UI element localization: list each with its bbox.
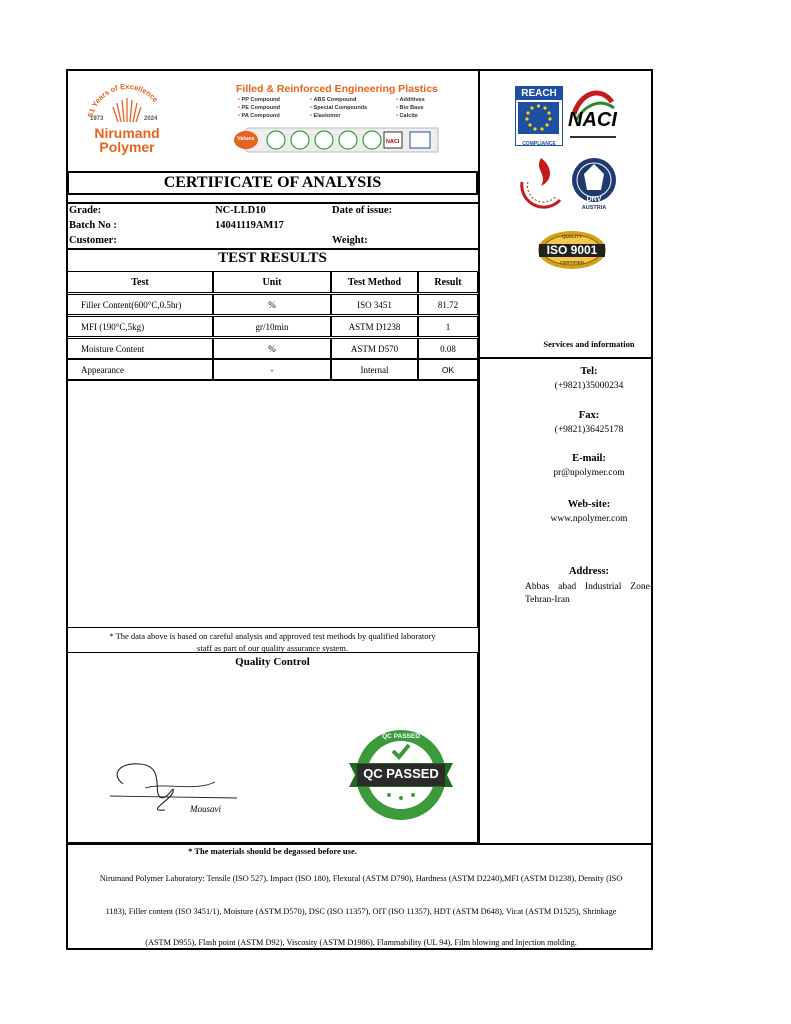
values-bar bbox=[232, 125, 442, 155]
qc-stamp-ring-text: QC PASSED bbox=[382, 733, 420, 740]
logo-name-line1: Nirumand bbox=[94, 125, 160, 141]
degas-note: * The materials should be degassed before use. bbox=[188, 846, 357, 856]
table-cell-method: ISO 3451 bbox=[331, 294, 418, 315]
iso-text: ISO 9001 bbox=[546, 243, 598, 257]
dnv-text: DNV bbox=[586, 196, 602, 203]
banner-item: Additives bbox=[399, 97, 425, 103]
naci-logo bbox=[566, 84, 618, 146]
weight-label: Weight: bbox=[332, 235, 368, 246]
data-note-line1: * The data above is based on careful analysis and approved test methods by qualified laboratory bbox=[109, 631, 436, 641]
details-top-line bbox=[67, 202, 478, 204]
data-note-line2: staff as part of our quality assurance system. bbox=[197, 643, 348, 653]
tel-label: Tel: bbox=[580, 366, 598, 377]
fax-label: Fax: bbox=[578, 410, 600, 421]
eu-stars-icon bbox=[516, 100, 561, 136]
date-label: Date of issue: bbox=[332, 205, 393, 216]
table-cell-method: Internal bbox=[331, 359, 418, 380]
data-note bbox=[67, 630, 478, 654]
table-cell-method: ASTM D570 bbox=[331, 338, 418, 359]
naci-text: NACI bbox=[568, 109, 617, 131]
logo-ring-text: 51 Years of Excellence bbox=[85, 84, 161, 118]
qc-stamp-text: QC PASSED bbox=[363, 766, 439, 781]
table-cell-test: Filler Content(600°C,0.5hr) bbox=[67, 294, 213, 315]
table-cell-result: 1 bbox=[418, 316, 478, 337]
header-unit: Unit bbox=[213, 271, 331, 293]
banner-item: Bio Base bbox=[399, 105, 424, 111]
logo-name-line2: Polymer bbox=[99, 139, 155, 155]
header-result: Result bbox=[418, 271, 478, 293]
table-cell-unit: - bbox=[213, 359, 331, 380]
table-cell-method: ASTM D1238 bbox=[331, 316, 418, 337]
logo-year-end: 2024 bbox=[144, 116, 158, 122]
award-badge bbox=[514, 152, 568, 214]
dnv-subtext: AUSTRIA bbox=[581, 205, 607, 211]
lab-line-2: 1183), Filler content (ISO 3451/1), Moisture (ASTM D570), DSC (ISO 11357), OIT (ISO 11357), HDT (ASTM D648), Vicat (ASTM D1525), Shrinkage bbox=[105, 907, 617, 916]
grade-value: NC-LLD10 bbox=[215, 205, 266, 216]
header-test: Test bbox=[67, 271, 213, 293]
header-method: Test Method bbox=[331, 271, 418, 293]
table-cell-result: 81.72 bbox=[418, 294, 478, 315]
column-divider bbox=[478, 69, 480, 844]
banner-item: PE Compound bbox=[241, 105, 281, 111]
banner-item: PP Compound bbox=[241, 97, 280, 103]
nirumand-logo bbox=[84, 84, 170, 158]
dnv-logo bbox=[570, 152, 618, 218]
table-cell-result: OK bbox=[418, 359, 478, 380]
address-value: Abbas abad Industrial Zone-Tehran-Iran bbox=[525, 582, 653, 605]
batch-value: 14041119AM17 bbox=[215, 220, 284, 231]
reach-subtitle: COMPLIANCE bbox=[522, 141, 556, 147]
iso-badge bbox=[537, 230, 607, 270]
address-label: Address: bbox=[568, 566, 610, 577]
svg-text:NACI: NACI bbox=[386, 139, 400, 145]
table-cell-result: 0.08 bbox=[418, 338, 478, 359]
iso-bottom-text: CERTIFIED bbox=[560, 260, 584, 265]
email-label: E-mail: bbox=[572, 453, 606, 464]
grade-label: Grade: bbox=[69, 205, 102, 216]
services-divider bbox=[478, 357, 653, 359]
footer-divider bbox=[67, 843, 653, 845]
lab-line-3: (ASTM D955), Flash point (ASTM D92), Viscosity (ASTM D1986), Flammability (UL 94), Film blowing and Injection molding. bbox=[145, 938, 577, 947]
table-cell-unit: gr/10min bbox=[213, 316, 331, 337]
signature-name: Mousavi bbox=[190, 804, 221, 814]
results-title: TEST RESULTS bbox=[218, 250, 327, 266]
batch-label: Batch No : bbox=[69, 220, 117, 231]
flame-award-icon bbox=[514, 152, 568, 214]
table-cell-unit: % bbox=[213, 294, 331, 315]
tel-value: (+9821)35000234 bbox=[554, 381, 624, 391]
website-label: Web-site: bbox=[567, 499, 611, 510]
table-cell-test: MFI (190°C,5kg) bbox=[67, 316, 213, 337]
qc-passed-stamp bbox=[347, 727, 455, 823]
banner-title: Filled & Reinforced Engineering Plastics bbox=[236, 83, 438, 95]
banner-item: Special Compounds bbox=[313, 105, 368, 111]
table-cell-test: Moisture Content bbox=[67, 338, 213, 359]
banner-item: PA Compound bbox=[241, 113, 280, 119]
product-banner: Filled & Reinforced Engineering Plastics • PP Compound • ABS Compound • Additives • PE Compound • Special Compounds • Bio Base • PA Compound • Elastomer • Calcite NACI Values bbox=[232, 83, 442, 158]
email-value[interactable]: pr@npolymer.com bbox=[553, 468, 625, 478]
reach-logo bbox=[515, 86, 563, 146]
customer-label: Customer: bbox=[69, 235, 117, 246]
values-label: Values bbox=[237, 136, 255, 142]
fax-value: (+9821)36425178 bbox=[554, 425, 624, 435]
reach-title: REACH bbox=[516, 87, 562, 100]
quality-control-title: Quality Control bbox=[235, 656, 310, 668]
logo-year-start: 1973 bbox=[90, 116, 104, 122]
banner-item: Elastomer bbox=[313, 113, 341, 119]
table-cell-test: Appearance bbox=[67, 359, 213, 380]
results-blank-area bbox=[67, 380, 478, 628]
signature bbox=[105, 752, 240, 822]
iso-top-text: QUALITY bbox=[562, 234, 582, 239]
services-title: Services and information bbox=[543, 339, 635, 349]
banner-item: ABS Compound bbox=[313, 97, 357, 103]
table-cell-unit: % bbox=[213, 338, 331, 359]
banner-item: Calcite bbox=[399, 113, 418, 119]
website-value[interactable]: www.npolymer.com bbox=[550, 514, 628, 524]
lab-line-1: Nirumand Polymer Laboratory: Tensile (ISO 527), Impact (ISO 180), Flexural (ASTM D790), Hardness (ASTM D2240),MFI (ASTM D1238), Density (ISO bbox=[99, 874, 623, 883]
certificate-title: CERTIFICATE OF ANALYSIS bbox=[67, 171, 478, 195]
